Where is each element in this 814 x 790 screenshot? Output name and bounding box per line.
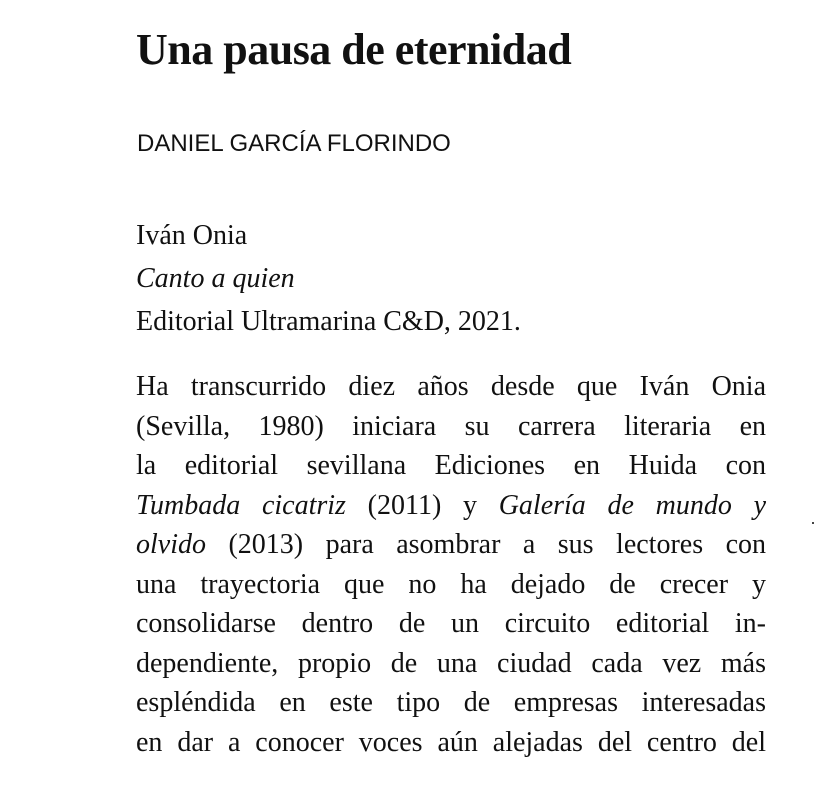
work-title-tumbada-cicatriz: Tumbada cicatriz <box>136 489 346 521</box>
paragraph-line <box>136 525 766 565</box>
paragraph-text: (2011) y <box>345 489 499 521</box>
work-title-galeria-start: Galería de mundo y <box>498 489 767 521</box>
paragraph-line: en dar a conocer voces aún alejadas del centro del <box>136 726 766 758</box>
paragraph-line: Ha transcurrido diez años desde que Iván Onia <box>136 371 766 402</box>
book-publisher: Editorial Ultramarina C&D, 2021. <box>136 306 521 337</box>
body-paragraph <box>136 367 766 762</box>
paragraph-line: una trayectoria que no ha dejado de crecer y <box>136 568 766 600</box>
book-title: Canto a quien <box>136 263 295 294</box>
bibliographic-reference <box>136 214 521 343</box>
paragraph-line: consolidarse dentro de un circuito editorial in- <box>136 608 766 639</box>
book-author: Iván Onia <box>136 220 248 251</box>
paragraph-line: espléndida en este tipo de empresas interesadas <box>136 687 766 718</box>
paragraph-line <box>136 486 766 526</box>
paragraph-text: (2013) para asombrar a sus lectores con <box>206 529 766 560</box>
article-title: Una pausa de eternidad <box>136 25 572 74</box>
work-title-galeria-end: olvido <box>136 529 206 560</box>
paragraph-line: dependiente, propio de una ciudad cada vez más <box>136 647 766 679</box>
article-author: DANIEL GARCÍA FLORINDO <box>137 130 451 157</box>
paragraph-line: (Sevilla, 1980) iniciara su carrera literaria en <box>136 410 766 442</box>
paragraph-line: la editorial sevillana Ediciones en Huida con <box>136 450 766 481</box>
